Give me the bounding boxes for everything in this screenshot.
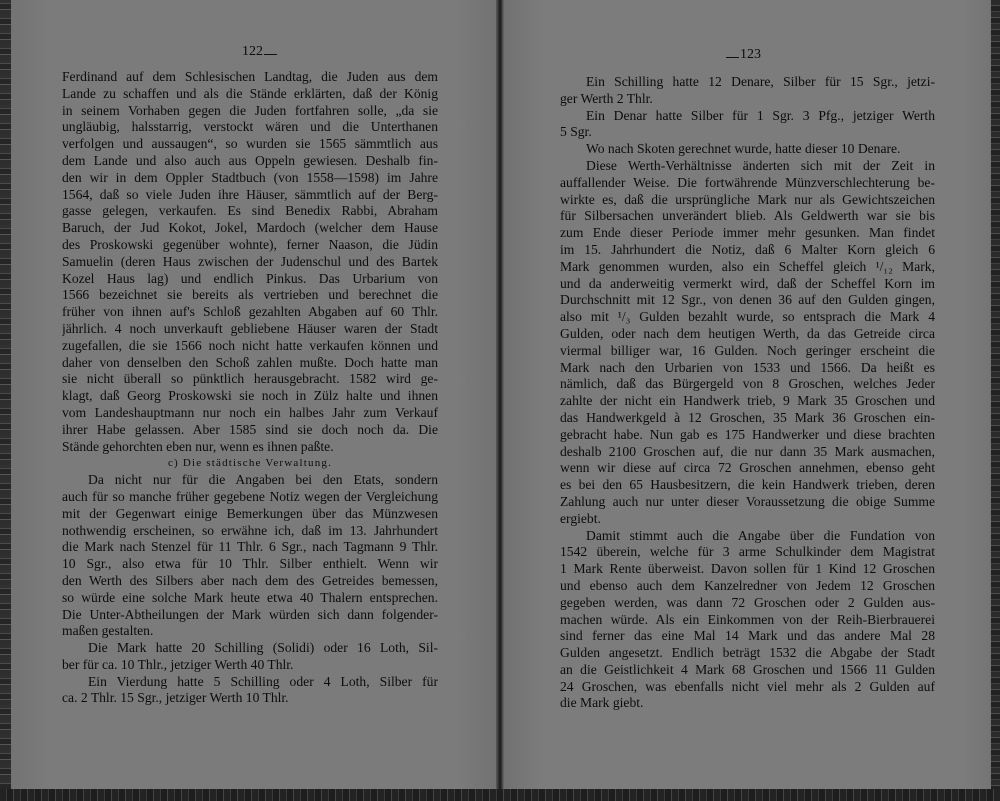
text-line: früher von ihnen auf's Schloß gezahlten Abgaben auf 60 Thlr. [62,304,438,320]
text-line: jährlich. 4 noch unverkauft gebliebene Häuser waren der Stadt [62,320,438,336]
text-line: zahlte der nicht ein Handwerk trieb, 9 Mark 35 Groschen und [560,393,935,409]
paragraph [62,472,438,640]
text-line: wirkte es, daß die ursprüngliche Mark nur als Gewichtszeichen [560,191,935,207]
text-line: deshalb 2100 Groschen auf, die nur dann 35 Mark ausmachen, [560,443,935,459]
text-line: 1 Mark Rente überweist. Davon sollen für 1 Kind 12 Groschen [560,561,935,577]
page-number [725,47,761,63]
text-line: klagt, daß Georg Proskowski sie noch in Zülz halte und ihnen [62,388,438,404]
text-line: Ein Vierdung hatte 5 Schilling oder 4 Loth, Silber für [88,673,438,689]
text-line: in seinem Vorhaben gegen die Juden fortfahren solle, „da sie [62,102,438,118]
text-line: Zahlung auch nur unter dieser Voraussetzung die obige Summe [560,493,935,509]
text-line: nämlich, daß das Bürgergeld von 8 Groschen, welches Jeder [560,376,935,392]
text-line: sie nicht überall so pünktlich herausgebracht. 1582 wird ge- [62,371,438,387]
text-line: gasse gelegen, verkaufen. Es sind Benedix Rabbi, Abraham [62,203,438,219]
text-line: wenn wir diese auf circa 72 Groschen annehmen, ebenso geht [560,460,935,476]
paragraph [560,108,935,142]
text-line: ungläubig, halsstarrig, verstockt wären und die Unterthanen [62,119,438,135]
text-line: so würde eine solche Mark heute etwa 40 Thalern entsprechen. [62,589,438,605]
text-line: Ferdinand auf dem Schlesischen Landtag, die Juden aus dem [62,69,438,84]
text-line: machen würde. Als ein Einkommen von der Reih-Bierbrauerei [560,611,935,627]
text-line: 1542 überein, welche für 3 arme Schulkinder dem Magistrat [560,544,935,560]
text-line: Ein Denar hatte Silber für 1 Sgr. 3 Pfg., jetziger Werth [586,107,935,123]
paragraph [560,528,935,713]
text-line: den wir in dem Oppler Stadtbuch (von 1558—1598) im Jahre [62,169,438,185]
text-line: Die Unter-Abtheilungen der Mark würden sich dann folgender- [62,606,438,622]
page-text [62,69,438,707]
text-line: Die Mark hatte 20 Schilling (Solidi) oder 16 Loth, Sil- [88,640,438,656]
text-line: auch für so manche früher gegebene Notiz wegen der Vergleichung [62,488,438,504]
paragraph [560,74,935,108]
text-line: Durchschnitt mit 12 Sgr., von denen 36 auf den Gulden gingen, [560,292,935,308]
text-line: Wo nach Skoten gerechnet wurde, hatte dieser 10 Denare. [586,141,901,157]
text-line: dem Lande und also auch aus Oppeln gewiesen. Deshalb fin- [62,152,438,168]
text-line: ber für ca. 10 Thlr., jetziger Werth 40 Thlr. [62,656,294,672]
paragraph [560,141,935,158]
text-line: gegeben werden, was dann 72 Groschen oder 2 Gulden aus- [560,594,935,610]
paragraph [62,69,438,455]
text-line: 5 Sgr. [560,124,592,140]
text-line: Mark nach den Urbarien von 1533 und 1566. Da heißt es [560,359,935,375]
scan-edge-right [991,0,1000,801]
paragraph [62,674,438,708]
text-line: ger Werth 2 Thlr. [560,90,653,106]
text-line: Mark genommen wurden, also ein Scheffel gleich ¹/₁₂ Mark, [560,258,935,274]
text-line: Lande zu schaffen und als die Stände erklärten, daß der König [62,85,438,101]
text-line: 10 Sgr., also etwa für 10 Thlr. Silber enthielt. Wenn wir [62,556,438,572]
text-line: gebracht habe. Nun gab es 175 Handwerker und diese brachten [560,426,935,442]
scan-edge-left [0,0,11,801]
text-line: zum Ende dieser Periode immer mehr gesunken. Man findet [560,225,935,241]
page-number-rule [264,54,277,55]
page-number-rule [726,57,739,58]
text-line: die Mark nach Stenzel für 11 Thlr. 6 Sgr., nach Tagmann 9 Thlr. [62,539,438,555]
text-line: Gulden angesetzt. Endlich beträgt 1532 die Abgabe der Stadt [560,645,935,661]
text-line: ergiebt. [560,510,601,526]
text-line: ca. 2 Thlr. 15 Sgr., jetziger Werth 10 Thlr. [62,690,289,706]
text-line: für Silbersachen unverändert blieb. Als Geldwerth war sie bis [560,208,935,224]
text-line: mit der Gegenwart einige Bemerkungen über das Münzwesen [62,505,438,521]
text-line: und da anderweitig vermerkt wird, daß der Scheffel Korn im [560,275,935,291]
text-line: Ein Schilling hatte 12 Denare, Silber für 15 Sgr., jetzi- [586,74,935,89]
text-line: viermal billiger war, 16 Gulden. Noch geringer erscheint die [560,342,935,358]
text-line: zugefallen, die sie 1566 noch nicht hatte verkaufen können und [62,337,438,353]
page-number-text: 122 [242,44,263,59]
text-line: nothwendig erscheinen, so erwähne ich, daß im 13. Jahrhundert [62,522,438,538]
text-line: auffallender Weise. Die fortwährende Münzverschlechterung be- [560,174,935,190]
paragraph [560,158,935,528]
text-line: Damit stimmt auch die Angabe über die Fundation von [586,527,935,543]
page-number-text: 123 [740,47,761,62]
text-line: Baruch, der Jud Kokot, Jokel, Mardoch (welcher dem Hause [62,220,438,236]
text-line: Gulden, oder nach dem heutigen Werth, da das Getreide circa [560,325,935,341]
section-heading: c) Die städtische Verwaltung. [167,457,333,470]
text-line: daher von denselben den Schoß zahlen mußte. Doch hatte man [62,354,438,370]
text-line: den Werth des Silbers aber nach dem des Getreides bemessen, [62,572,438,588]
left-page [11,0,496,789]
text-line: Samuelin (deren Haus zwischen der Judenschul und des Bartek [62,253,438,269]
right-page [504,0,991,789]
page-text [560,74,935,712]
text-line: 24 Groschen, was ebenfalls nicht viel mehr als 2 Gulden auf [560,678,935,694]
paragraph [62,640,438,674]
text-line: im 15. Jahrhundert die Notiz, daß 6 Malter Korn gleich 6 [560,241,935,257]
text-line: des Proskowski gegenüber wohnte), ferner Naason, die Jüdin [62,236,438,252]
text-line: ihrer Habe gelassen. Aber 1585 sind sie doch noch da. Die [62,421,438,437]
text-line: 1566 bezeichnet sie bereits als vertrieben und berechnet die [62,287,438,303]
text-line: Stände gehorchten eben nur, wenn es ihnen paßte. [62,438,334,454]
scan-edge-bottom [0,789,1000,801]
text-line: und ebenso auch dem Kanzelredner von Jedem 12 Groschen [560,577,935,593]
text-line: es bei den 65 Hausbesitzern, die kein Handwerk trieben, deren [560,477,935,493]
book-gutter [496,0,504,789]
text-line: das Handwerkgeld à 12 Groschen, 35 Mark 36 Groschen ein- [560,409,935,425]
page-number [242,44,278,60]
text-line: sind ferner das eine Mal 14 Mark und das andere Mal 28 [560,628,935,644]
text-line: verfolgen und aussaugen“, so wurden sie 1565 sämmtlich aus [62,136,438,152]
text-line: also mit ¹/₃ Gulden bezahlt wurde, so entsprach die Mark 4 [560,309,935,325]
text-line: Kozel Haus lag) und endlich Pinkus. Das Urbarium von [62,270,438,286]
text-line: Diese Werth-Verhältnisse änderten sich mit der Zeit in [586,157,935,173]
text-line: die Mark giebt. [560,695,644,711]
text-line: an die Geistlichkeit 4 Mark 68 Groschen und 1566 11 Gulden [560,661,935,677]
text-line: vom Landeshauptmann nur noch ein halbes Jahr zum Verkauf [62,404,438,420]
text-line: 1564, daß so viele Juden ihre Häuser, sämmtlich auf der Berg- [62,186,438,202]
text-line: Da nicht nur für die Angaben bei den Etats, sondern [88,472,438,488]
text-line: maßen gestalten. [62,623,154,639]
